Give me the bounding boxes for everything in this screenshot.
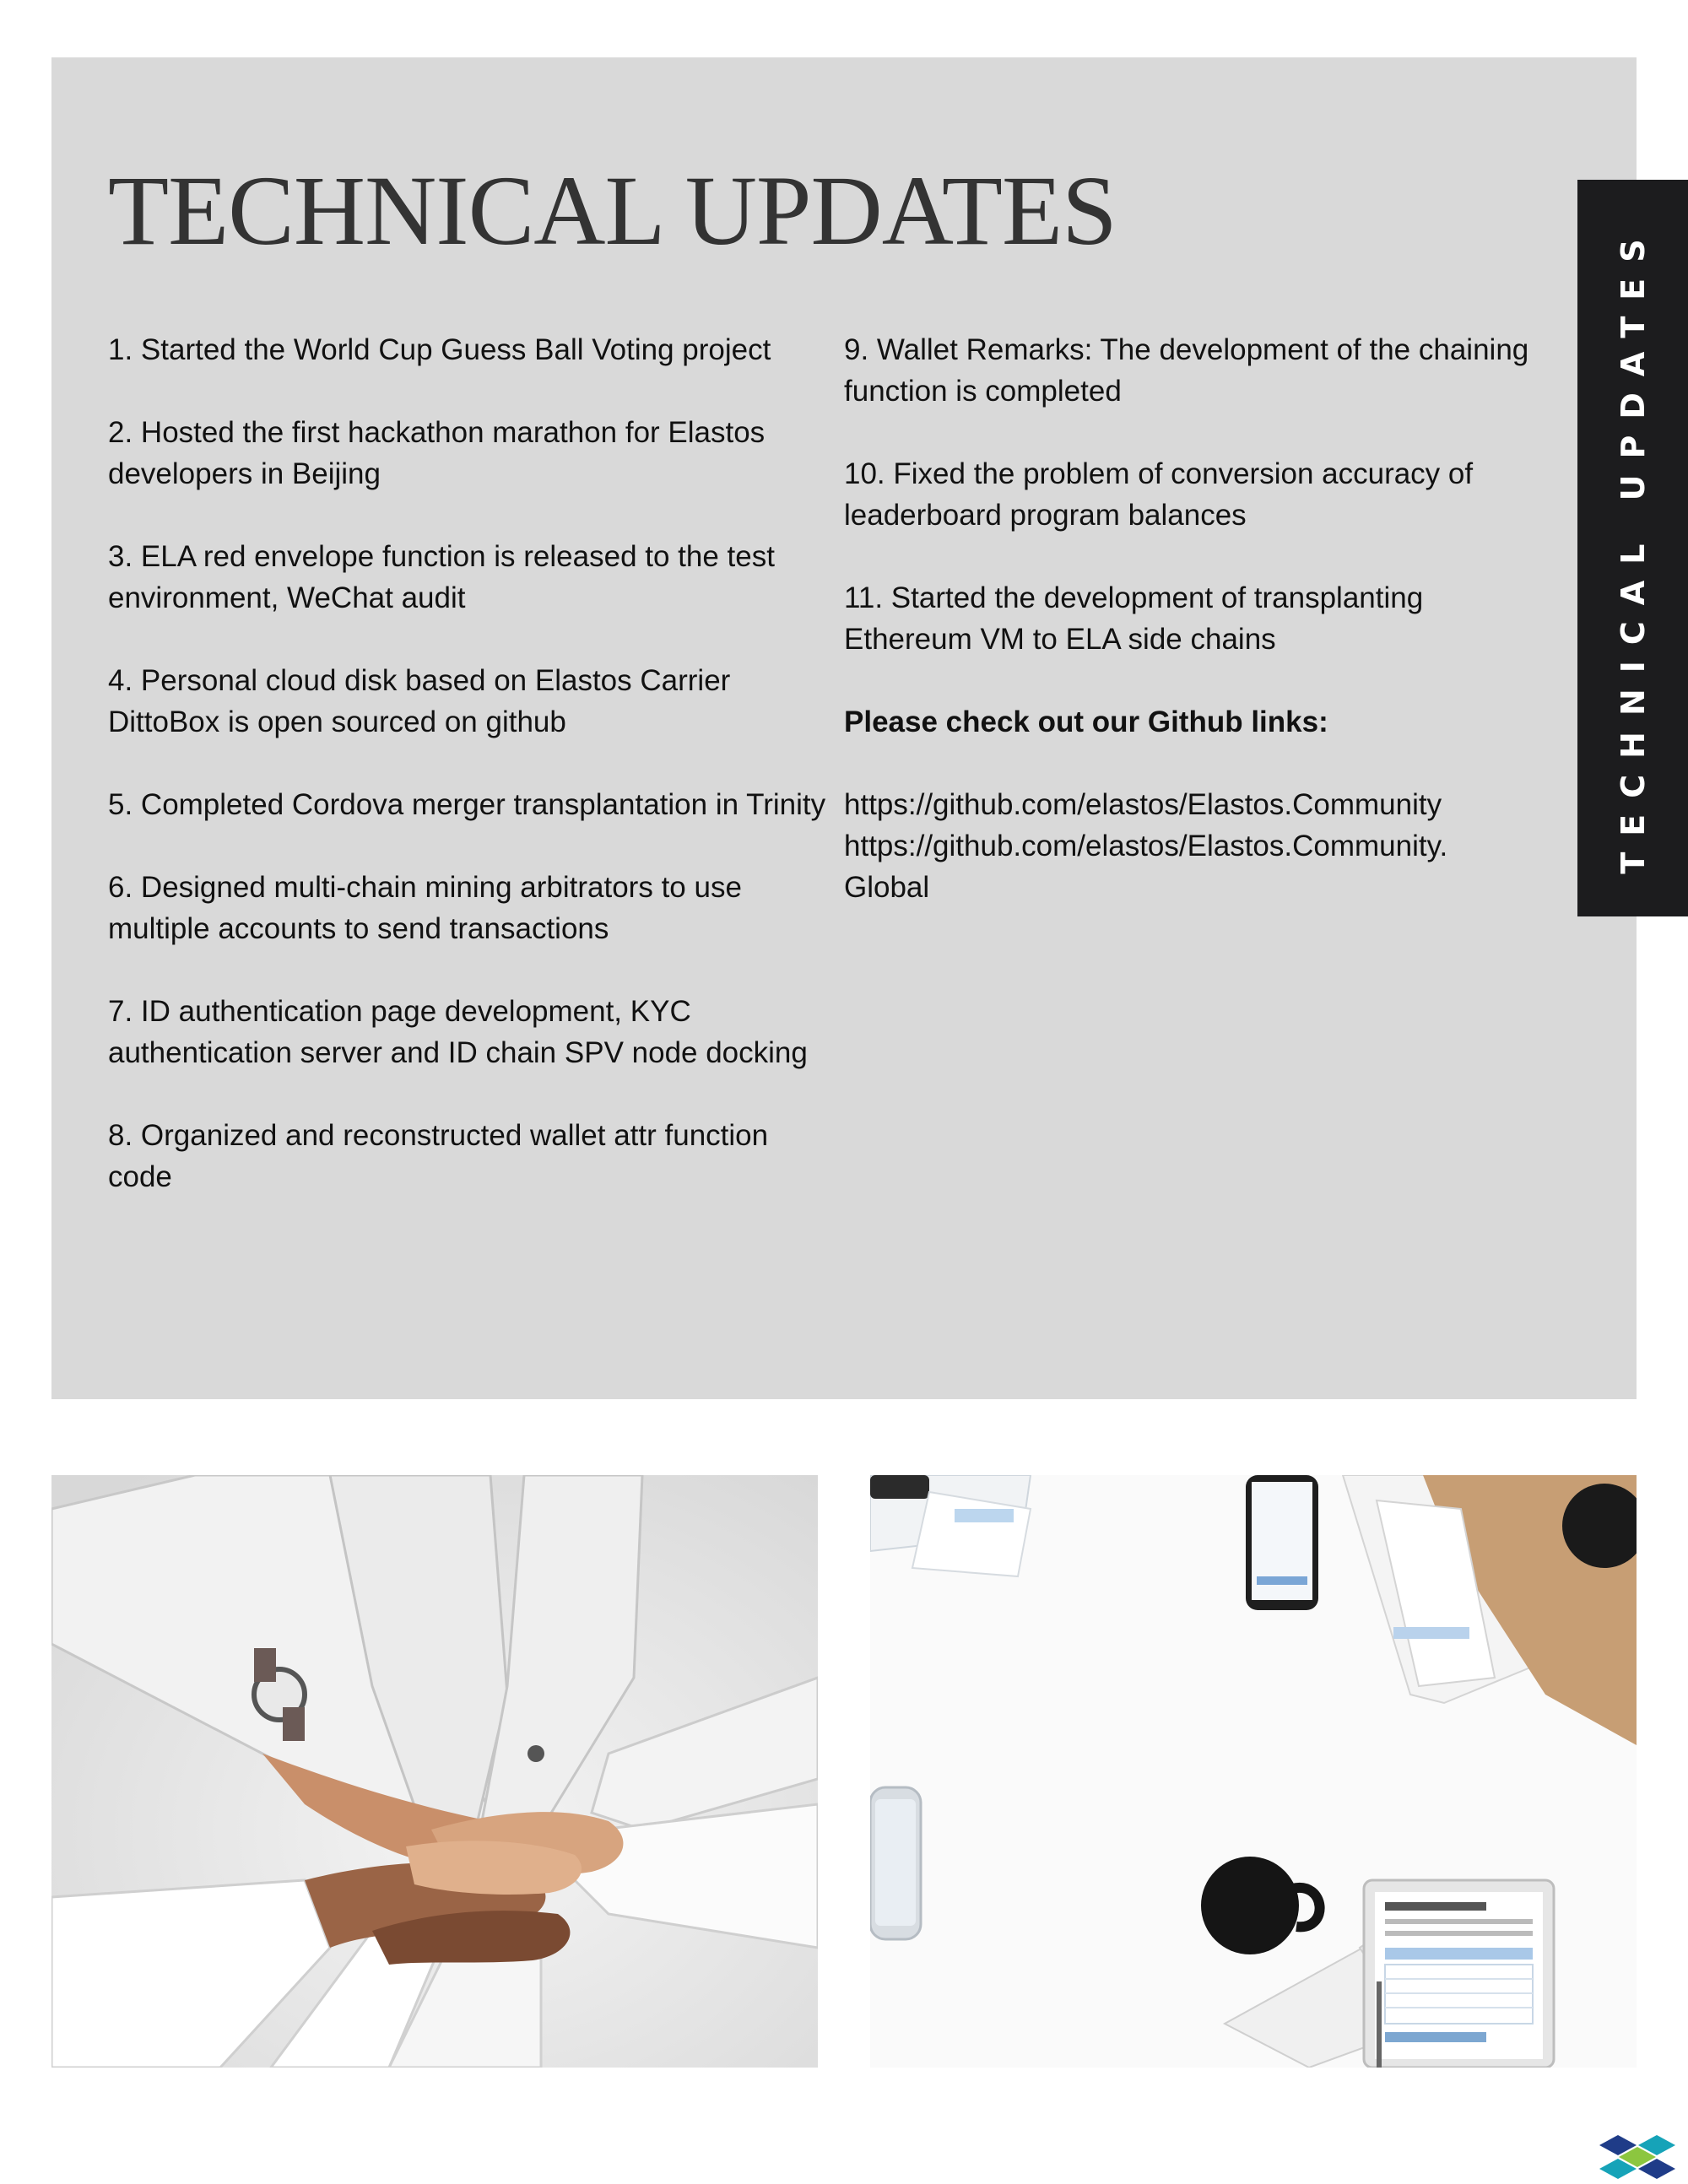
desk-workspace-photo [870,1475,1637,2068]
update-item: 11. Started the development of transplanting Ethereum VM to ELA side chains [844,581,1424,656]
update-item: 2. Hosted the first hackathon marathon for Elastos developers in Beijing [108,416,766,490]
updates-column-right [844,329,1545,908]
update-item: 1. Started the World Cup Guess Ball Voting project [108,333,771,366]
elastos-logo [1599,2135,1675,2179]
github-heading: Please check out our Github links: [844,705,1328,738]
github-link-community-global[interactable] [844,825,1545,908]
page-title: TECHNICAL UPDATES [108,155,1117,266]
team-hands-illustration [51,1475,818,2068]
side-tab-label: TECHNICAL UPDATES [1614,222,1652,874]
updates-column-left [108,329,834,1239]
update-item: 10. Fixed the problem of conversion accuracy of leaderboard program balances [844,457,1474,532]
update-item: 5. Completed Cordova merger transplantation in Trinity [108,788,826,821]
github-link-community[interactable]: https://github.com/elastos/Elastos.Community [844,788,1442,821]
update-item: 3. ELA red envelope function is released to the test environment, WeChat audit [108,540,775,614]
update-item: 4. Personal cloud disk based on Elastos Carrier DittoBox is open sourced on github [108,664,731,738]
desk-workspace-illustration [870,1475,1637,2068]
update-item: 8. Organized and reconstructed wallet attr function code [108,1119,769,1193]
github-link-part: https://github.com/elastos/Elastos.Community. [844,830,1448,862]
github-link-part: Global [844,871,930,904]
side-tab [1577,180,1688,916]
update-item: 9. Wallet Remarks: The development of the chaining function is completed [844,333,1529,408]
update-item: 6. Designed multi-chain mining arbitrators to use multiple accounts to send transactions [108,871,742,945]
update-item: 7. ID authentication page development, KYC authentication server and ID chain SPV node docking [108,995,808,1069]
team-hands-photo [51,1475,818,2068]
